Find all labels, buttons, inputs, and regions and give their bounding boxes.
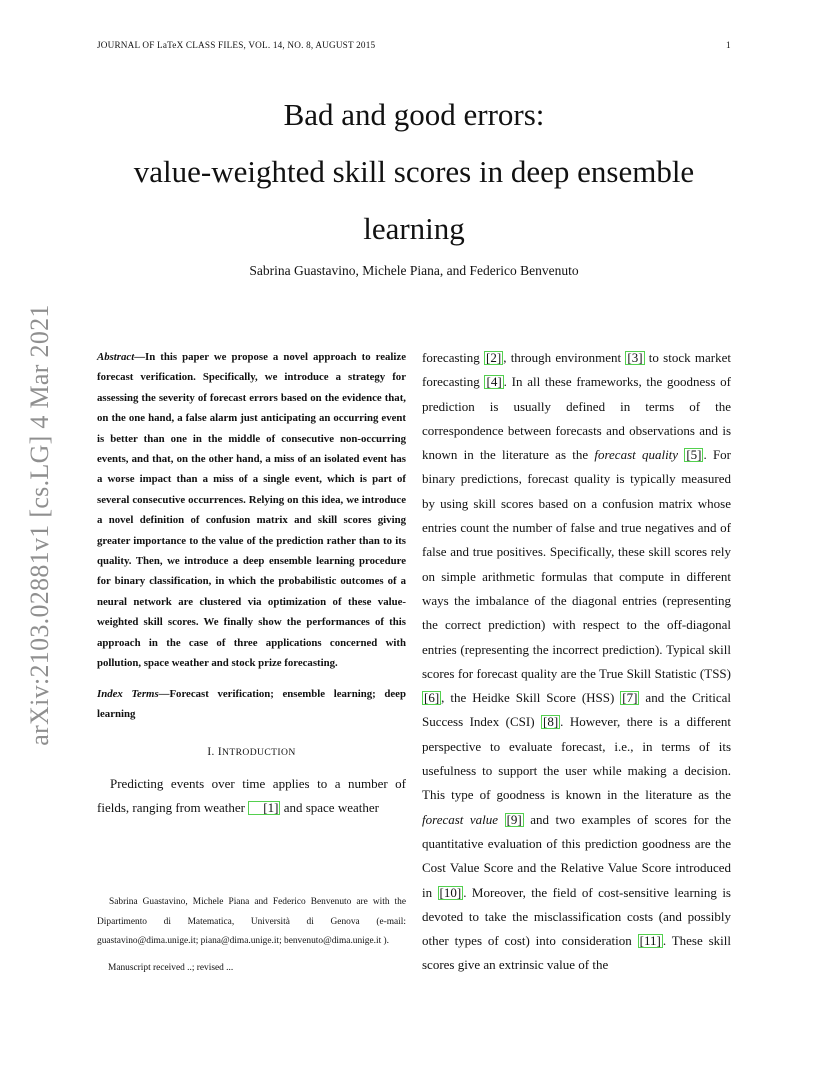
intro-text: and space weather [280,799,379,815]
abstract-label: Abstract [97,351,135,363]
body-text: and two examples of scores for the quantitative evaluation of this prediction goodness are the Cost Value Score and the Relative Value Score introduced in [422,811,731,900]
section-title-rest: NTRODUCTION [221,746,296,758]
paper-title [0,86,828,257]
body-text: . However, there is a different perspective to evaluate forecast, i.e., in terms of its usefulness to support the user while making a decision. This type of goodness is known in the literature as the [422,714,731,803]
page-number: 1 [726,40,731,50]
title-line-1: Bad and good errors: [283,97,545,132]
section-initial: I [217,745,222,758]
citation-link[interactable]: [5] [686,447,702,463]
emphasis-text: forecast value [422,811,499,827]
arxiv-identifier[interactable] [18,290,62,760]
body-paragraph [422,346,731,978]
intro-text: Predicting events over time applies to a number of fields, ranging from weather [97,775,406,815]
title-line-2: value-weighted skill scores in deep ensemble [133,154,695,189]
citation-link[interactable]: [11] [639,933,661,949]
manuscript-note: Manuscript received ..; revised ... [108,963,234,973]
citation-link[interactable]: [6] [424,690,440,706]
body-text: to stock market forecasting [422,350,731,390]
title-line-3: learning [363,211,465,246]
intro-paragraph [97,772,406,821]
body-text: . Moreover, the field of cost-sensitive learning is devoted to take the misclassification costs (and possibly other types of cost) into consideration [422,884,731,949]
abstract [97,347,406,674]
body-text: . In all these frameworks, the goodness of prediction is usually defined in terms of the correspondence between forecasts and observations and is known in the literature as the [422,374,731,463]
citation-link[interactable]: [4] [486,374,502,390]
citation-link[interactable]: [3] [627,350,643,365]
index-terms-text: —Forecast verification; ensemble learning; deep learning [97,687,406,720]
index-terms [97,684,406,724]
body-text: . For binary predictions, forecast quality is typically measured by using skill scores based on a confusion matrix whose entries count the number of false and true negatives and of false and true positives. Specifically, these skill scores rely on simple arithmetic formulas that compute in different ways the imbalance of the diagonal entries (representing the correct prediction) with respect to the off-diagonal entries (representing the incorrect prediction). Typical skill scores for forecast quality are the True Skill Statistic (TSS) [422,447,732,681]
citation-link[interactable]: [9] [506,811,522,827]
body-text: , through environment [503,350,626,365]
footnote-text: Sabrina Guastavino, Michele Piana and Federico Benvenuto are with the Dipartimento di Matematica, Università di Genova (e-mail: guastavino@dima.unige.it; piana@dima.unige.it; benvenuto@dima.unige.it ). [97,897,406,947]
body-text: and the Critical Success Index (CSI) [422,690,731,730]
section-heading-introduction [97,746,406,758]
right-column [422,346,731,978]
emphasis-text: forecast quality [594,447,679,463]
citation-link[interactable]: [8] [543,714,559,730]
body-text: , the Heidke Skill Score (HSS) [441,690,621,706]
abstract-text: —In this paper we propose a novel approach to realize forecast verification. Specifically, we introduce a strategy for assessing the severity of forecast errors based on the evidence that, on the one hand, a false alarm just anticipating an occurring event is better than one in the middle of consecutive non-occurring events, and that, on the other hand, a miss of an isolated event has a worse impact than a miss of a single event, which is part of several consecutive occurrences. Relying on this idea, we introduce a novel definition of confusion matrix and skill scores giving greater importance to the value of the prediction rather than to its quality. Then, we introduce a deep ensemble learning procedure for binary classification, in which the probabilistic outcomes of a neural network are clustered via optimization of these value-weighted skill scores. We finally show the performances of this approach in the case of three applications concerned with pollution, space weather and stock prize forecasting. [97,351,406,670]
citation-link[interactable]: [1] [248,801,280,815]
author-footnote [97,893,406,952]
left-column [97,347,406,820]
arxiv-identifier-text: arXiv:2103.02881v1 [cs.LG] 4 Mar 2021 [25,304,54,746]
author-list: Sabrina Guastavino, Michele Piana, and Federico Benvenuto [249,263,579,278]
citation-link[interactable]: [10] [439,884,462,900]
index-terms-label: Index Terms [97,687,159,700]
citation-link[interactable]: [7] [622,690,638,706]
citation-link[interactable]: [2] [486,350,502,365]
body-text: forecasting [422,350,485,365]
section-numeral: I. [207,745,215,758]
body-text: . These skill scores give an extrinsic value of the [422,933,732,973]
running-head: JOURNAL OF LaTeX CLASS FILES, VOL. 14, NO. 8, AUGUST 2015 [97,40,376,50]
